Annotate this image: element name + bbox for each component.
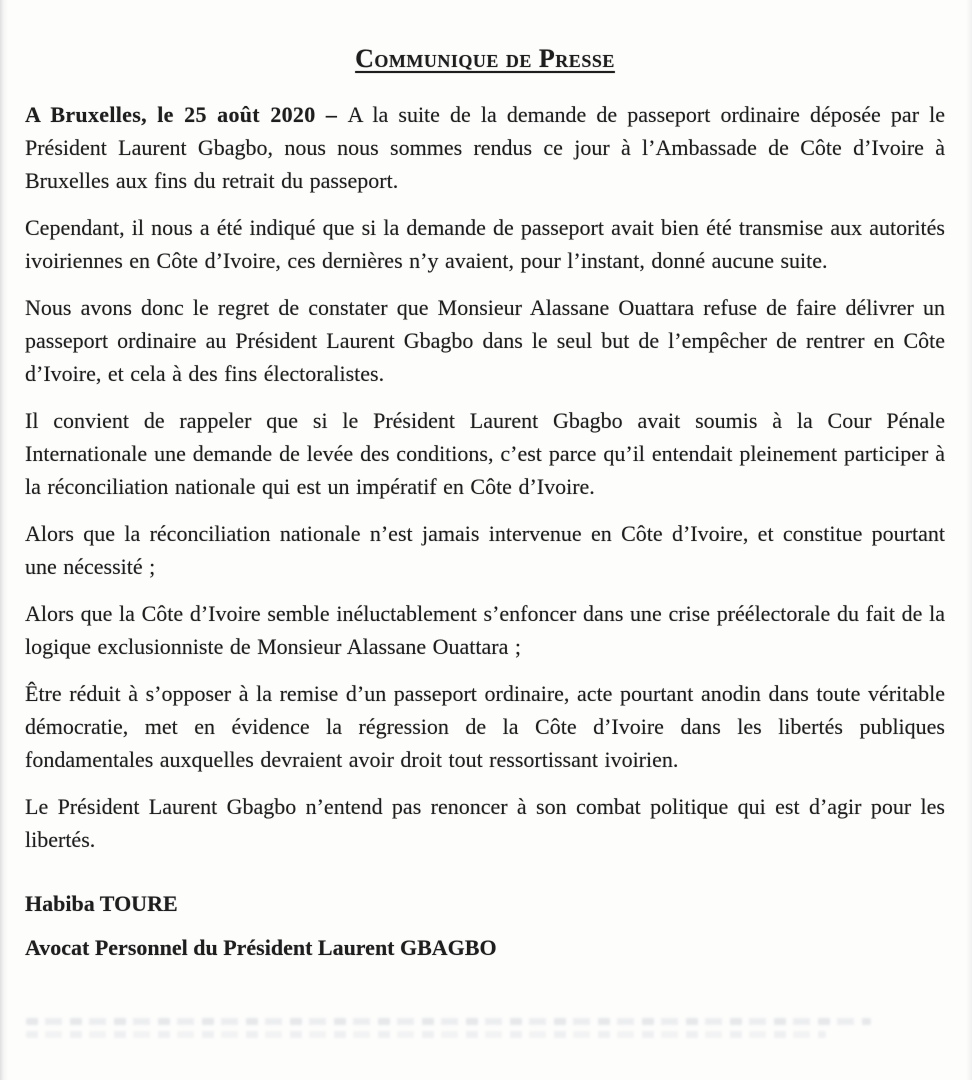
signature-block (25, 888, 945, 964)
signatory-name: Habiba TOURE (25, 891, 178, 916)
paragraph: Alors que la réconciliation nationale n’est jamais intervenue en Côte d’Ivoire, et constitue pourtant une nécessité ; (25, 521, 945, 579)
paragraph-dateline (25, 98, 945, 197)
press-release-title: Communique de Presse (355, 44, 615, 73)
scan-bleed-through-line (26, 1018, 871, 1025)
dateline-bold-lead: A Bruxelles, le 25 août 2020 – (25, 102, 348, 127)
paragraph: Être réduit à s’opposer à la remise d’un passeport ordinaire, acte pourtant anodin dans toute véritable démocratie, met en évidence la régression de la Côte d’Ivoire dans les libertés publiques fondamentales auxquelles devraient avoir droit tout ressortissant ivoirien. (25, 681, 945, 772)
paragraph: Cependant, il nous a été indiqué que si la demande de passeport avait bien été transmise aux autorités ivoiriennes en Côte d’Ivoire, ces dernières n’y avaient, pour l’instant, donné aucune suite. (25, 215, 945, 273)
paragraph-text: A la suite de la demande de passeport ordinaire déposée par le Président Laurent Gbagbo, nous nous sommes rendus ce jour à l’Ambassade de Côte d’Ivoire à Bruxelles aux fins du retrait du passeport. (25, 102, 945, 193)
paragraph: Alors que la Côte d’Ivoire semble inéluctablement s’enfoncer dans une crise préélectorale du fait de la logique exclusionniste de Monsieur Alassane Ouattara ; (25, 601, 945, 659)
signatory-role: Avocat Personnel du Président Laurent GBAGBO (25, 935, 497, 960)
press-release-body (25, 98, 945, 964)
paragraph: Le Président Laurent Gbagbo n’entend pas renoncer à son combat politique qui est d’agir pour les libertés. (25, 794, 945, 852)
paragraph: Il convient de rappeler que si le Président Laurent Gbagbo avait soumis à la Cour Pénale Internationale une demande de levée des conditions, c’est parce qu’il entendait pleinement participer à la réconciliation nationale qui est un impératif en Côte d’Ivoire. (25, 408, 945, 499)
scan-bleed-through-line (26, 1031, 826, 1038)
paragraph: Nous avons donc le regret de constater que Monsieur Alassane Ouattara refuse de faire délivrer un passeport ordinaire au Président Laurent Gbagbo dans le seul but de l’empêcher de rentrer en Côte d’Ivoire, et cela à des fins électoralistes. (25, 295, 945, 386)
